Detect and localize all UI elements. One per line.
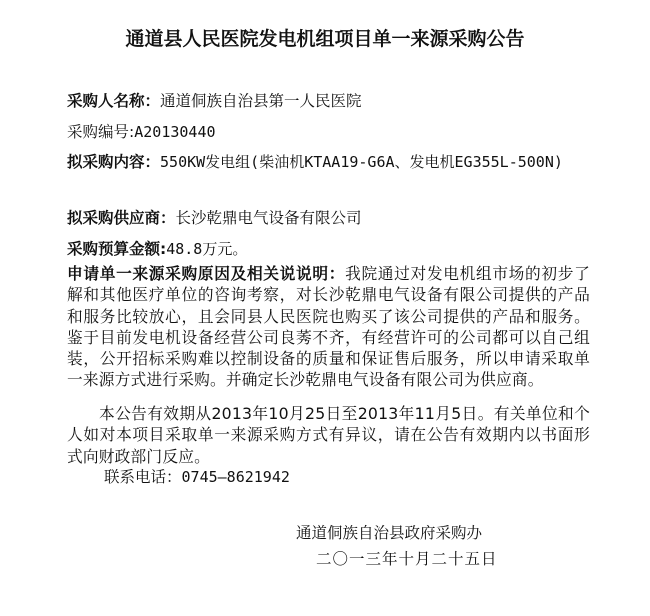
procurement-number-label: 采购编号:	[67, 123, 135, 141]
supplier-label: 拟采购供应商：	[67, 209, 176, 227]
contact-line	[104, 467, 290, 488]
procurement-number-value: A20130440	[134, 123, 216, 141]
procurement-content-label: 拟采购内容：	[67, 153, 161, 171]
purchaser-field	[67, 86, 607, 116]
reason-paragraph	[67, 263, 590, 391]
signature-date: 二〇一三年十月二十五日	[316, 550, 498, 568]
supplier-value: 长沙乾鼎电气设备有限公司	[175, 209, 362, 227]
signature-organization: 通道侗族自治县政府采购办	[296, 524, 483, 542]
purchaser-label: 采购人名称：	[67, 92, 161, 110]
reason-text: 我院通过对发电机组市场的初步了解和其他医疗单位的咨询考察，对长沙乾鼎电气设备有限公司提供的产品和服务比较放心，且会同县人民医院也购买了该公司提供的产品和服务。鉴于目前发电机设备经营公司良莠不齐，有经营许可的公司都可以自己组装，公开招标采购难以控制设备的质量和保证售后服务，所以申请采取单一来源方式进行采购。并确定长沙乾鼎电气设备有限公司为供应商。	[67, 264, 590, 390]
budget-field	[67, 234, 607, 264]
validity-paragraph: 本公告有效期从2013年10月25日至2013年11月5日。有关单位和个人如对本项目采取单一来源采购方式有异议，请在公告有效期内以书面形式向财政部门反应。	[67, 404, 590, 466]
contact-phone: 0745—8621942	[181, 468, 290, 486]
procurement-content-value: 550KW发电组(柴油机KTAA19-G6A、发电机EG355L-500N)	[160, 153, 563, 171]
reason-label: 申请单一来源采购原因及相关说说明：	[67, 264, 346, 283]
purchaser-value: 通道侗族自治县第一人民医院	[160, 92, 362, 110]
procurement-number-field	[67, 117, 607, 147]
contact-label: 联系电话：	[104, 468, 182, 486]
budget-value: 48.8万元。	[166, 240, 248, 258]
budget-label: 采购预算金额:	[67, 240, 167, 258]
procurement-content-field	[67, 147, 597, 178]
page-title: 通道县人民医院发电机组项目单一来源采购公告	[125, 28, 525, 50]
supplier-field	[67, 203, 607, 233]
